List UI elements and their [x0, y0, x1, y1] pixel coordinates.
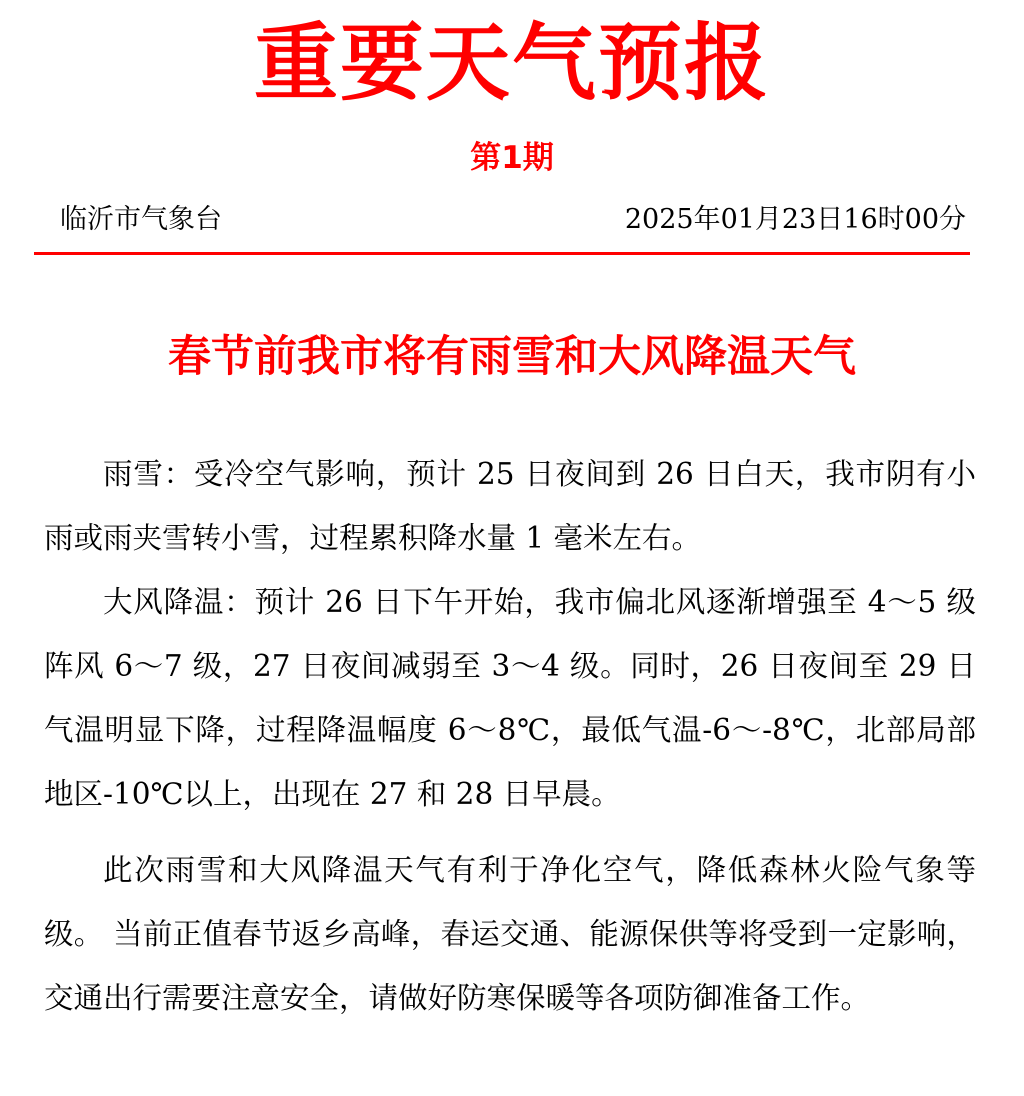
masthead-title: 重要天气预报 — [253, 13, 770, 112]
paragraph-rain-snow: 雨雪：受冷空气影响，预计 25 日夜间到 26 日白天，我市阴有小雨或雨夹雪转小雪，过程累积降水量 1 毫米左右。 — [44, 457, 976, 555]
red-divider-line — [34, 252, 970, 255]
issue-number: 第1期 — [470, 140, 554, 176]
issuer-name: 临沂市气象台 — [60, 204, 222, 235]
issuer-date-row — [60, 198, 966, 242]
bulletin-body — [44, 442, 976, 1030]
bulletin-headline: 春节前我市将有雨雪和大风降温天气 — [168, 332, 856, 382]
paragraph-wind-cooling: 大风降温：预计 26 日下午开始，我市偏北风逐渐增强至 4～5 级阵风 6～7 级，27 日夜间减弱至 3～4 级。同时，26 日夜间至 29 日气温明显下降，过程降温幅度 6～8℃，最低气温-6～-8℃，北部局部地区-10℃以上，出现在 27 和 28 日早晨。 — [44, 585, 976, 811]
paragraph-advice: 此次雨雪和大风降温天气有利于净化空气，降低森林火险气象等级。 当前正值春节返乡高峰，春运交通、能源保供等将受到一定影响，交通出行需要注意安全，请做好防寒保暖等各项防御准备工作。 — [44, 853, 976, 1015]
issue-datetime: 2025年01月23日16时00分 — [624, 204, 966, 235]
